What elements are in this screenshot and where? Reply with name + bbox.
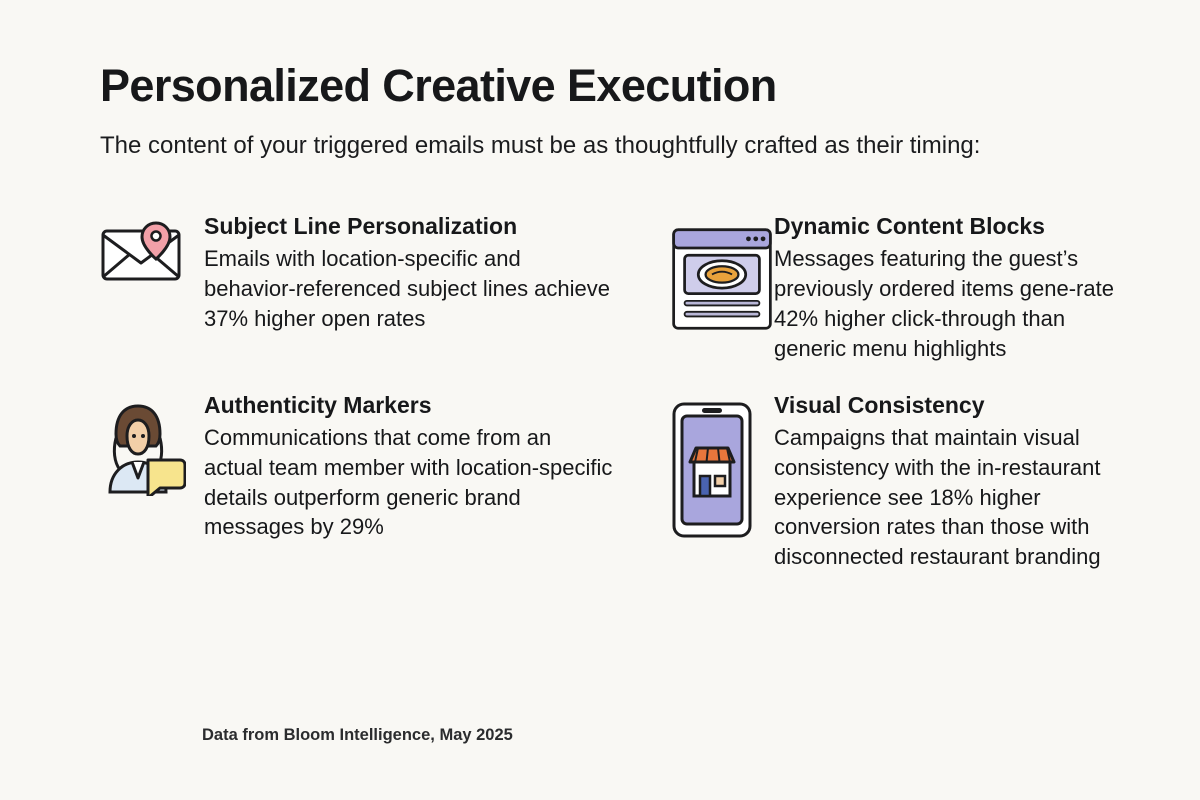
feature-title: Authenticity Markers [204, 391, 432, 418]
feature-item-visual-consistency [670, 392, 1130, 572]
browser-window-food-image-icon [670, 213, 774, 337]
feature-title: Visual Consistency [774, 391, 985, 418]
feature-description: Messages featuring the guest’s previously ordered items gene-rate 42% higher click-through than generic menu highlights [774, 246, 1114, 361]
feature-text-block [204, 392, 670, 543]
feature-title: Subject Line Personalization [204, 213, 518, 240]
feature-grid [100, 213, 1130, 572]
feature-item-dynamic-content [670, 213, 1130, 364]
feature-description: Communications that come from an actual team member with location-specific details outperform generic brand messages by 29% [204, 424, 613, 540]
envelope-location-pin-icon [100, 213, 204, 283]
feature-title: Dynamic Content Blocks [774, 213, 1045, 240]
source-note: Data from Bloom Intelligence, May 2025 [202, 726, 513, 744]
mobile-phone-storefront-icon [670, 392, 774, 540]
feature-text-block [774, 213, 1130, 364]
feature-description: Campaigns that maintain visual consistency with the in-restaurant experience see 18% higher conversion rates than those with disconnected restaurant branding [774, 424, 1101, 570]
feature-item-authenticity [100, 392, 670, 572]
page-subtitle: The content of your triggered emails must be as thoughtfully crafted as their timing: [100, 132, 981, 160]
feature-item-subject-line [100, 213, 670, 364]
feature-description: Emails with location-specific and behavior-referenced subject lines achieve 37% higher open rates [204, 246, 611, 331]
person-speech-bubble-icon [100, 392, 204, 496]
feature-text-block [774, 392, 1130, 572]
page-title: Personalized Creative Execution [100, 60, 777, 111]
feature-text-block [204, 213, 670, 334]
